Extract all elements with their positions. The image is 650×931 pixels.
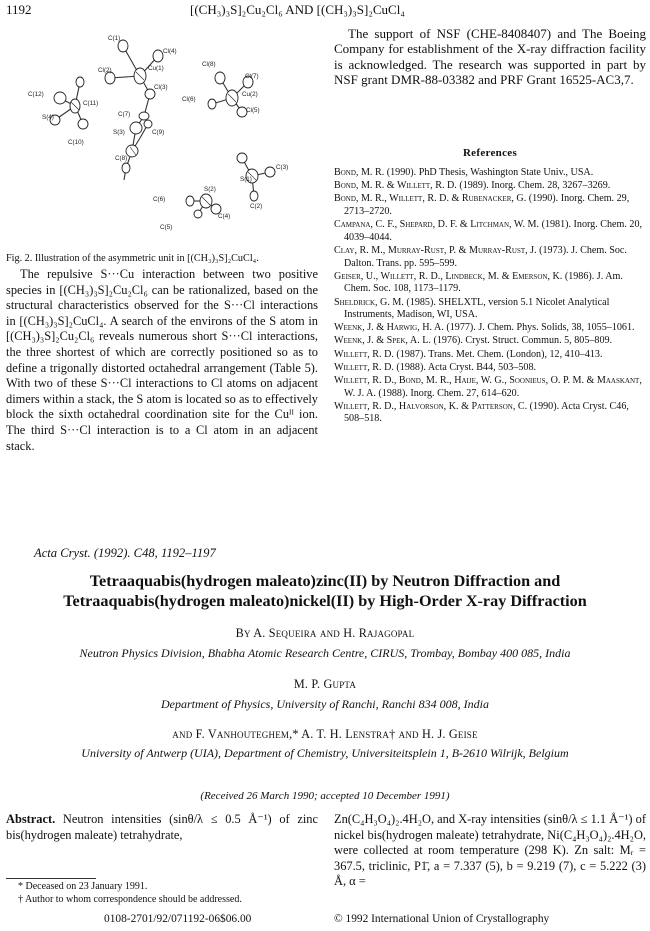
abstract-left: Abstract. Neutron intensities (sinθ/λ ≤ 0.5 Å⁻¹) of zinc bis(hydrogen maleate) tetrahydrate, — [6, 812, 318, 842]
article-title-line-2: Tetraaquabis(hydrogen maleato)nickel(II) by High-Order X-ray Diffraction — [63, 592, 587, 610]
footnote-deceased: * Deceased on 23 January 1991. — [18, 881, 148, 892]
abstract-label: Abstract. — [6, 812, 56, 826]
atom-label: C(11) — [83, 100, 99, 107]
figure-caption: Fig. 2. Illustration of the asymmetric unit in [(CH₃)₃S]₂CuCl₄. — [6, 253, 259, 264]
reference-item: Willett, R. D., Halvorson, K. & Patterson, C. (1990). Acta Cryst. C46, 508–518. — [334, 400, 629, 425]
received-dates: (Received 26 March 1990; accepted 10 December 1991) — [200, 790, 450, 802]
atom-label: C(1) — [108, 35, 121, 42]
body-paragraph: The repulsive S···Cu interaction between two positive species in [(CH₃)₃S]₂Cu₂Cl₆ can be rationalized, based on the structural characteristics observed for the S···Cl interactions in [(CH₃)₃S]₂CuCl₄. A search of the environs of the S atom in [(CH₃)₃S]₂Cu₂Cl₆ reveals numerous short S···Cl interactions, the three shortest of which are correctly positioned so as to define a trigonally distorted octahedral arrangement (Table 5). With two of these S···Cl interactions to Cl atoms on adjacent dimers within a stack, the S atom is located so as to effectively block the sixth octahedral coordination site for the Cuᴵᴵ ion. The third S···Cl interaction is to a Cl atom in an adjacent stack. — [6, 267, 318, 453]
atom-label: S(3) — [113, 129, 125, 136]
atom-label: Cl(6) — [182, 96, 196, 103]
footnote-rule — [6, 878, 96, 879]
running-title: [(CH₃)₃S]₂Cu₂Cl₆ AND [(CH₃)₃S]₂CuCl₄ — [190, 2, 405, 17]
atom-label: Cu(2) — [242, 91, 258, 98]
affiliation-1: Neutron Physics Division, Bhabha Atomic Research Centre, CIRUS, Trombay, Bombay 400 085, India — [79, 646, 571, 660]
atom-label: C(8) — [115, 155, 128, 162]
issn-code: 0108-2701/92/071192-06$06.00 — [104, 913, 252, 925]
asymmetric-unit-drawing — [20, 26, 320, 248]
atom-label: C(7) — [118, 111, 131, 118]
reference-list — [334, 167, 646, 427]
atom-label: Cl(8) — [202, 61, 216, 68]
authors-group-2: M. P. Gupta — [293, 677, 357, 691]
page-number: 1192 — [6, 2, 32, 17]
reference-item: Willett, R. D., Bond, M. R., Haije, W. G., Soonieus, O. P. M. & Maaskant, W. J. A. (1988). Inorg. Chem. 27, 614–620. — [334, 375, 642, 399]
atom-label: Cu(1) — [148, 65, 164, 72]
reference-item: Geiser, U., Willett, R. D., Lindbeck, M. & Emerson, K. (1986). J. Am. Chem. Soc. 108, 1173–1179. — [334, 270, 623, 295]
atom-label: S(2) — [204, 186, 216, 193]
reference-item: Weenk, J. & Harwig, H. A. (1977). J. Chem. Phys. Solids, 38, 1055–1061. — [334, 322, 635, 334]
reference-item: Willett, R. D. (1987). Trans. Met. Chem. (London), 12, 410–413. — [334, 348, 603, 360]
reference-item: Bond, M. R. (1990). PhD Thesis, Washington State Univ., USA. — [334, 167, 594, 178]
affiliation-2: Department of Physics, University of Ranchi, Ranchi 834 008, India — [161, 697, 489, 711]
footnote-correspondence: † Author to whom correspondence should be addressed. — [18, 894, 242, 905]
reference-item: Bond, M. R. & Willett, R. D. (1989). Inorg. Chem. 28, 3267–3269. — [334, 180, 611, 192]
atom-label: Cl(2) — [98, 67, 112, 74]
atom-label: C(5) — [160, 224, 173, 231]
reference-item: Willett, R. D. (1988). Acta Cryst. B44, 503–508. — [334, 361, 537, 373]
atom-label: Cl(7) — [245, 73, 259, 80]
structure-figure — [20, 26, 320, 248]
reference-item: Clay, R. M., Murray-Rust, P. & Murray-Rust, J. (1973). J. Chem. Soc. Dalton. Trans. pp. 595–599. — [334, 244, 627, 269]
atom-label: S(1) — [240, 176, 252, 183]
reference-item: Bond, M. R., Willett, R. D. & Rubenacker, G. (1990). Inorg. Chem. 29, 2713–2720. — [334, 193, 630, 217]
affiliation-3: University of Antwerp (UIA), Department of Chemistry, Universiteitsplein 1, B-2610 Wilrijk, Belgium — [81, 746, 569, 760]
atom-label: C(4) — [218, 213, 231, 220]
atom-label: C(12) — [28, 91, 44, 98]
atom-label: C(9) — [152, 129, 165, 136]
authors-group-3: and F. Vanhouteghem,* A. T. H. Lenstra† and H. J. Geise — [172, 727, 478, 741]
copyright-notice: © 1992 International Union of Crystallography — [334, 913, 550, 925]
acknowledgement: The support of NSF (CHE-8408407) and The Boeing Company for establishment of the X-ray diffraction facility is acknowledged. The research was supported in part by NSF grant DMR-88-03382 and PRF Grant 16525-AC3,7. — [334, 26, 646, 88]
atom-label: Cl(4) — [163, 48, 177, 55]
atom-label: C(6) — [153, 196, 166, 203]
atom-label: Cl(3) — [154, 84, 168, 91]
reference-item: Campana, C. F., Shepard, D. F. & Litchman, W. M. (1981). Inorg. Chem. 20, 4039–4044. — [334, 219, 643, 243]
authors-group-1: By A. Sequeira and H. Rajagopal — [235, 626, 415, 640]
reference-item: Sheldrick, G. M. (1985). SHELXTL, version 5.1 Nicolet Analytical Instruments, Madison, WI, USA. — [334, 296, 610, 321]
atom-label: C(3) — [276, 164, 289, 171]
reference-item: Weenk, J. & Spek, A. L. (1976). Cryst. Struct. Commun. 5, 805–809. — [334, 335, 613, 347]
atom-label: Cl(5) — [246, 107, 260, 114]
article-citation: Acta Cryst. (1992). C48, 1192–1197 — [34, 546, 216, 560]
atom-label: S(4) — [42, 114, 54, 121]
article-title-line-1: Tetraaquabis(hydrogen maleato)zinc(II) by Neutron Diffraction and — [89, 572, 561, 590]
abstract-right: Zn(C₄H₃O₄)₂.4H₂O, and X-ray intensities (sinθ/λ ≤ 1.1 Å⁻¹) of nickel bis(hydrogen maleate) tetrahydrate, Ni(C₄H₃O₄)₂.4H₂O, were collected at room temperature (298 K). Zn salt: Mᵣ = 367.5, triclinic, P1̄, a = 7.337 (5), b = 9.219 (7), c = 5.222 (3) Å, α = — [334, 812, 646, 889]
references-heading: References — [462, 147, 518, 159]
atom-label: C(2) — [250, 203, 263, 210]
atom-label: C(10) — [68, 139, 84, 146]
